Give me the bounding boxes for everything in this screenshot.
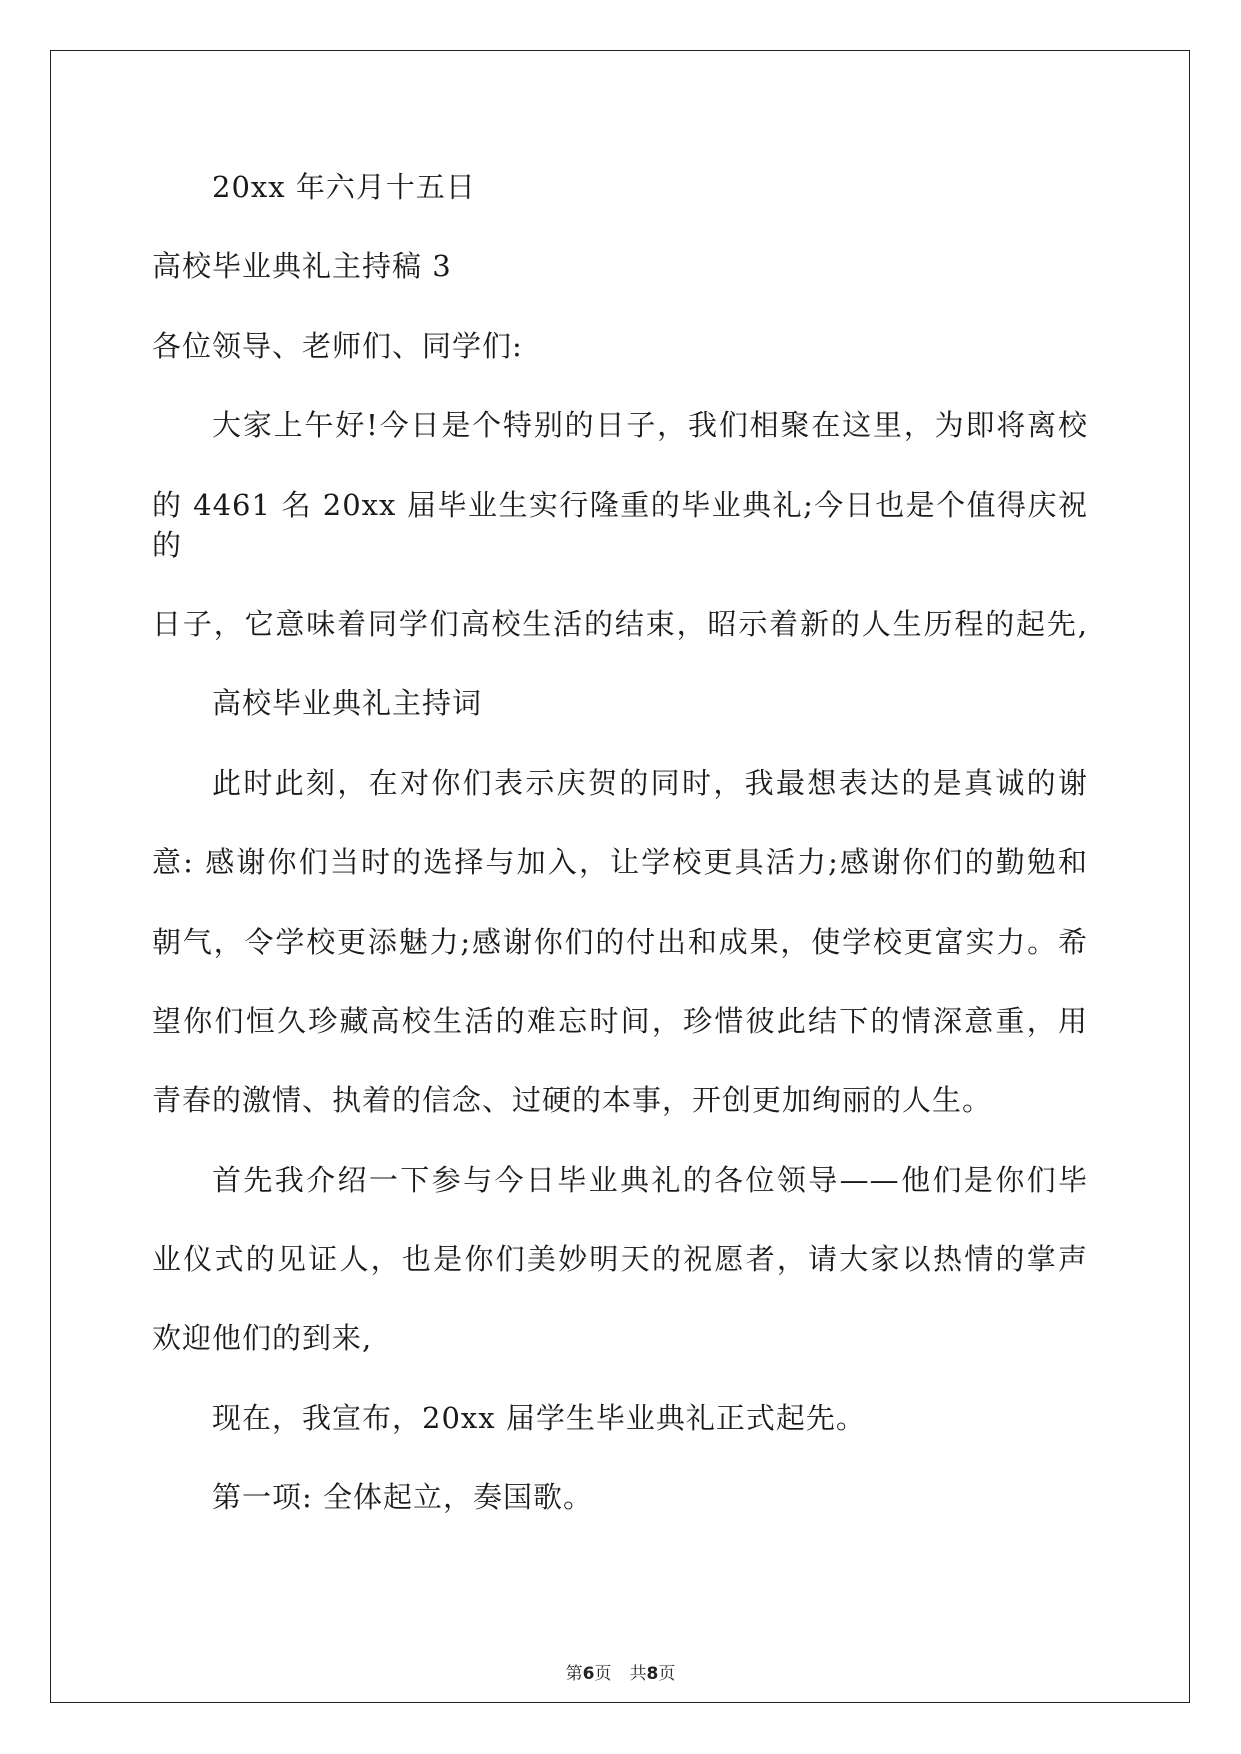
paragraph-line: 的 4461 名 20xx 届毕业生实行隆重的毕业典礼;今日也是个值得庆祝的 <box>152 487 1088 562</box>
paragraph-line: 日子，它意味着同学们高校生活的结束，昭示着新的人生历程的起先, <box>152 606 1088 641</box>
paragraph-line: 业仪式的见证人，也是你们美妙明天的祝愿者，请大家以热情的掌声 <box>152 1242 1088 1277</box>
total-page-number: 8 <box>646 1664 659 1684</box>
footer-page-word: 页 <box>594 1664 612 1684</box>
current-page-number: 6 <box>582 1664 595 1684</box>
paragraph-line: 朝气，令学校更添魅力;感谢你们的付出和成果，使学校更富实力。希 <box>152 924 1088 959</box>
paragraph-line: 望你们恒久珍藏高校生活的难忘时间，珍惜彼此结下的情深意重，用 <box>152 1003 1088 1038</box>
footer-total-prefix: 共 <box>629 1664 647 1684</box>
section-title: 高校毕业典礼主持稿 3 <box>152 249 452 284</box>
paragraph-line: 欢迎他们的到来, <box>152 1321 373 1356</box>
document-body <box>152 167 1088 1557</box>
salutation: 各位领导、老师们、同学们: <box>152 328 523 363</box>
paragraph-line: 此时此刻，在对你们表示庆贺的同时，我最想表达的是真诚的谢 <box>212 765 1088 800</box>
date-line: 20xx 年六月十五日 <box>212 170 476 204</box>
paragraph-line: 首先我介绍一下参与今日毕业典礼的各位领导——他们是你们毕 <box>212 1162 1088 1197</box>
page-footer <box>0 1662 1241 1686</box>
paragraph-line: 青春的激情、执着的信念、过硬的本事，开创更加绚丽的人生。 <box>152 1083 993 1118</box>
footer-total-word: 页 <box>658 1664 676 1684</box>
paragraph-line: 意: 感谢你们当时的选择与加入，让学校更具活力;感谢你们的勤勉和 <box>152 845 1088 880</box>
paragraph-line: 大家上午好!今日是个特别的日子，我们相聚在这里，为即将离校 <box>212 408 1088 443</box>
paragraph-line: 第一项: 全体起立，奏国歌。 <box>212 1480 593 1515</box>
paragraph-line: 现在，我宣布，20xx 届学生毕业典礼正式起先。 <box>212 1400 866 1435</box>
footer-prefix: 第 <box>565 1664 583 1684</box>
subheading: 高校毕业典礼主持词 <box>212 686 483 721</box>
